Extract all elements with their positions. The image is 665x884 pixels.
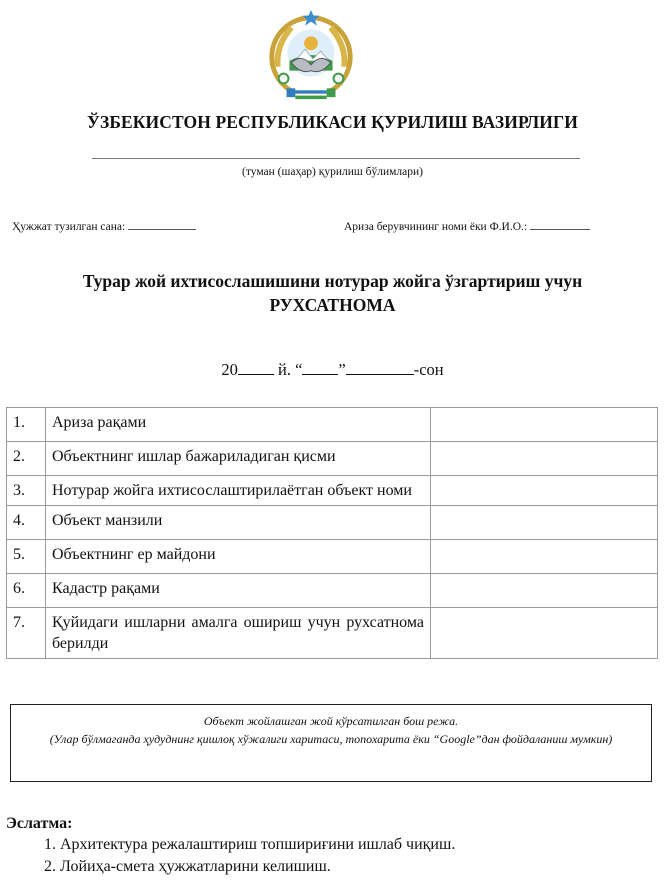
site-plan-note: (Улар бўлмаганда ҳудуднинг қишлоқ хўжалиги харитаси, топохарита ёки “Google”дан фойдаланиш мумкин) bbox=[49, 732, 613, 746]
number-suffix: -сон bbox=[413, 360, 444, 379]
close-quote: ” bbox=[338, 360, 346, 379]
document-date-blank[interactable] bbox=[128, 220, 196, 230]
table-row bbox=[7, 506, 658, 540]
row-label: Кадастр рақами bbox=[46, 574, 431, 608]
department-fill-line[interactable] bbox=[92, 158, 580, 159]
row-value[interactable] bbox=[431, 608, 658, 659]
table-row bbox=[7, 408, 658, 442]
applicant-name-field bbox=[344, 220, 590, 233]
row-label: Қуйидаги ишларни амалга ошириш учун рухсатнома берилди bbox=[46, 608, 431, 659]
list-item: 2. Лойиҳа-смета ҳужжатларини келишиш. bbox=[44, 858, 331, 875]
permit-details-table bbox=[6, 407, 658, 659]
row-number: 5. bbox=[7, 540, 46, 574]
row-label: Объект манзили bbox=[46, 506, 431, 540]
table-row bbox=[7, 608, 658, 659]
ministry-title: ЎЗБЕКИСТОН РЕСПУБЛИКАСИ ҚУРИЛИШ ВАЗИРЛИГИ bbox=[87, 112, 578, 132]
row-number: 7. bbox=[7, 608, 46, 659]
row-label: Объектнинг ер майдони bbox=[46, 540, 431, 574]
row-value[interactable] bbox=[431, 574, 658, 608]
reminder-list bbox=[44, 834, 455, 878]
coat-of-arms-emblem bbox=[262, 6, 360, 104]
document-date-field bbox=[12, 220, 196, 233]
row-value[interactable] bbox=[431, 476, 658, 506]
list-item: 1. Архитектура режалаштириш топшириғини ишлаб чиқиш. bbox=[44, 836, 456, 853]
row-number: 2. bbox=[7, 442, 46, 476]
department-caption: (туман (шаҳар) қурилиш бўлимлари) bbox=[242, 166, 423, 178]
reminder-title: Эслатма: bbox=[6, 815, 73, 832]
row-label: Ариза рақами bbox=[46, 408, 431, 442]
month-blank[interactable] bbox=[346, 362, 414, 375]
document-title-line1: Турар жой ихтисослашишини нотурар жойга ўзгартириш учун bbox=[82, 271, 583, 291]
year-suffix: й. “ bbox=[277, 360, 303, 379]
row-number: 1. bbox=[7, 408, 46, 442]
row-value[interactable] bbox=[431, 442, 658, 476]
row-value[interactable] bbox=[431, 408, 658, 442]
year-prefix: 20 bbox=[221, 360, 238, 379]
row-value[interactable] bbox=[431, 506, 658, 540]
permit-number-line bbox=[0, 360, 665, 380]
table-row bbox=[7, 574, 658, 608]
year-blank[interactable] bbox=[238, 362, 274, 375]
site-plan-caption: Объект жойлашган жой кўрсатилган бош режа. bbox=[203, 714, 459, 728]
row-number: 3. bbox=[7, 476, 46, 506]
row-value[interactable] bbox=[431, 540, 658, 574]
document-title-line2: РУХСАТНОМА bbox=[269, 295, 396, 315]
row-label: Объектнинг ишлар бажариладиган қисми bbox=[46, 442, 431, 476]
applicant-name-blank[interactable] bbox=[530, 220, 590, 230]
applicant-name-label: Ариза берувчининг номи ёки Ф.И.О.: bbox=[344, 221, 528, 233]
row-label: Нотурар жойга ихтисослаштирилаётган объект номи bbox=[46, 476, 431, 506]
document-date-label: Ҳужжат тузилган сана: bbox=[12, 221, 126, 233]
table-row bbox=[7, 476, 658, 506]
site-plan-box[interactable] bbox=[10, 704, 652, 782]
row-number: 4. bbox=[7, 506, 46, 540]
table-row bbox=[7, 442, 658, 476]
table-row bbox=[7, 540, 658, 574]
day-blank[interactable] bbox=[302, 362, 338, 375]
row-number: 6. bbox=[7, 574, 46, 608]
